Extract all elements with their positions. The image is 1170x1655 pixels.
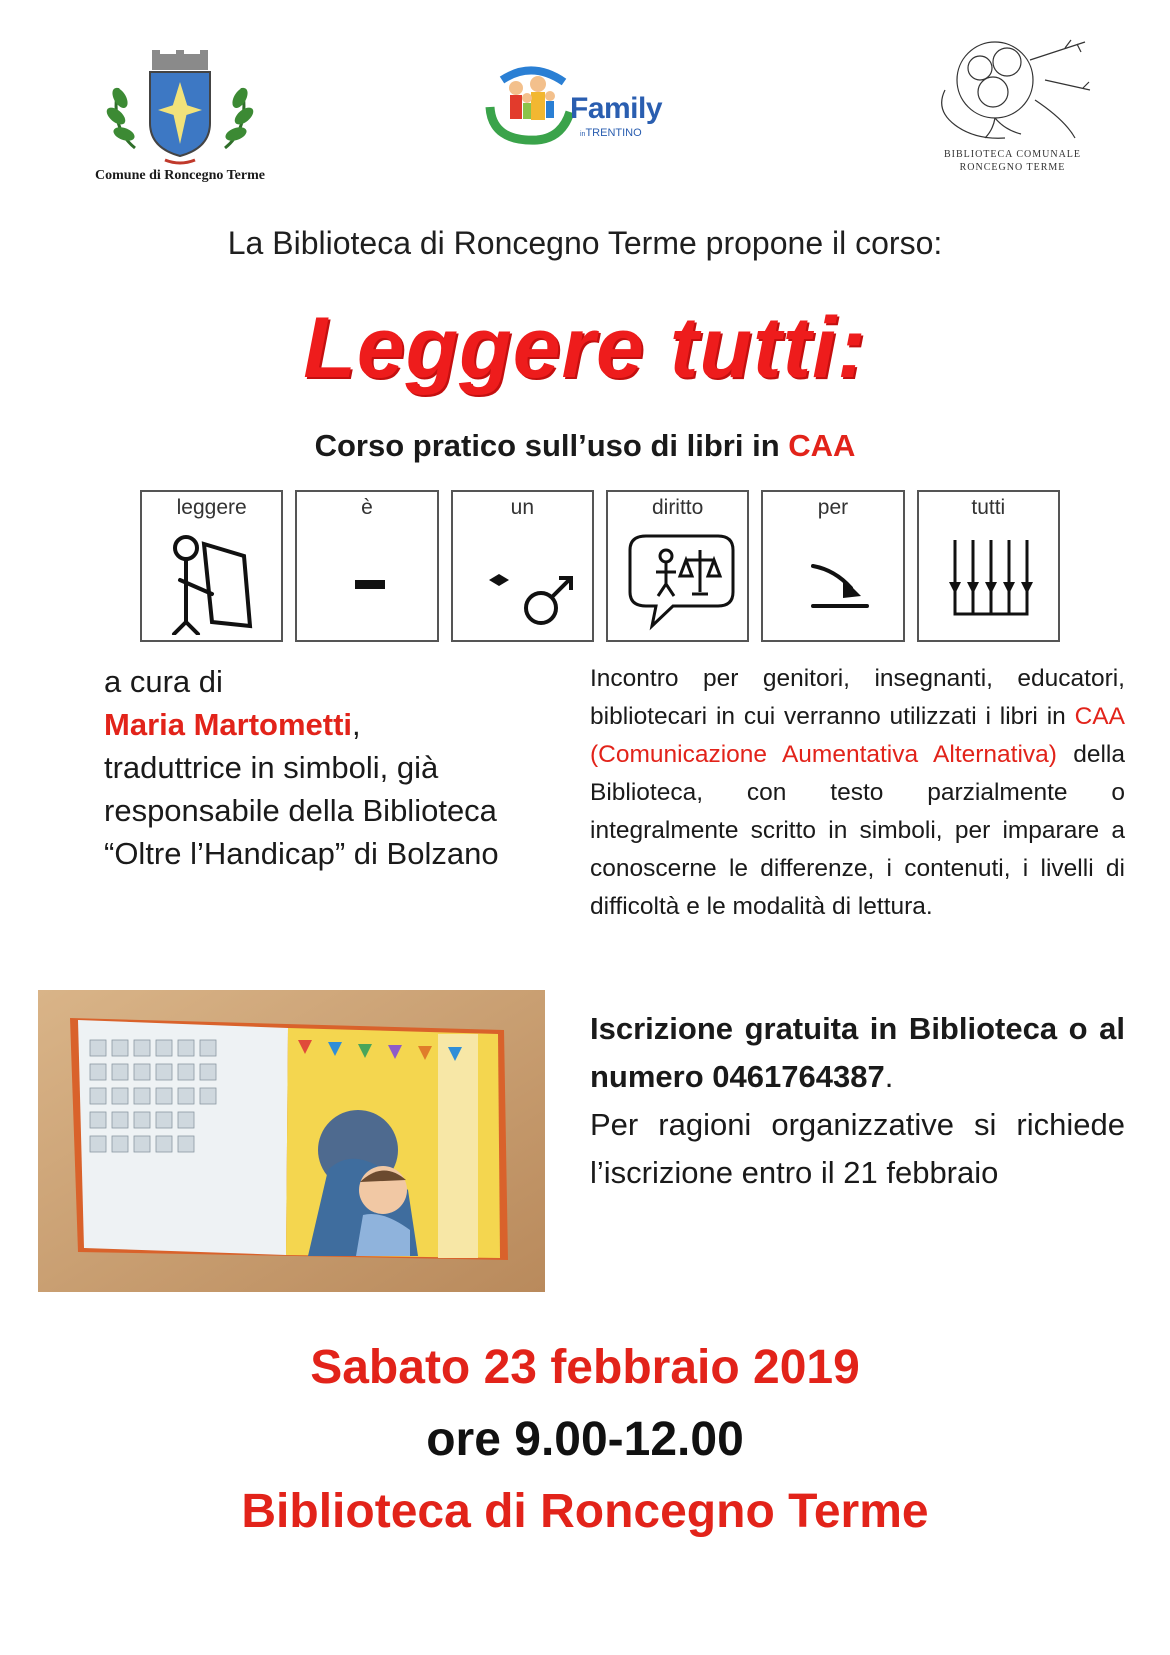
course-subtitle	[0, 428, 1170, 464]
subtitle-caa: CAA	[788, 428, 856, 463]
symbol-label: leggere	[176, 496, 247, 519]
comune-logo	[80, 48, 280, 188]
symbol-card	[917, 490, 1060, 642]
enrollment-bold: Iscrizione gratuita in Biblioteca o al numero 0461764387	[590, 1011, 1125, 1094]
description-part1: Incontro per genitori, insegnanti, educatori, bibliotecari in cui verranno utilizzati i libri in	[590, 665, 1125, 730]
diamond-male-icon	[463, 530, 588, 635]
trentino-word: TRENTINO	[585, 127, 642, 139]
intro-text: La Biblioteca di Roncegno Terme propone il corso:	[227, 225, 943, 261]
speaker-bio: traduttrice in simboli, già responsabile della Biblioteca “Oltre l’Handicap” di Bolzano	[104, 750, 499, 871]
speaker-name: Maria Martometti	[104, 707, 353, 742]
enrollment-period: .	[884, 1059, 894, 1094]
symbol-card	[295, 490, 438, 642]
family-in-trentino-logo	[482, 62, 692, 152]
direction-arrow-icon	[773, 530, 898, 635]
family-icon	[482, 62, 577, 147]
enrollment-info	[590, 1005, 1125, 1197]
speaker-line	[104, 703, 524, 746]
symbol-label: è	[361, 496, 373, 519]
subtitle-text: Corso pratico sull’uso di libri in	[314, 428, 789, 463]
symbol-card	[606, 490, 749, 642]
symbol-card	[451, 490, 594, 642]
event-place: Biblioteca di Roncegno Terme	[241, 1485, 929, 1538]
coat-of-arms-icon	[80, 48, 280, 168]
trentino-label	[580, 127, 642, 139]
course-description	[590, 660, 1125, 926]
trentino-in: in	[580, 131, 586, 138]
biblioteca-caption-line2: RONCEGNO TERME	[959, 162, 1066, 173]
open-book-photo	[38, 990, 545, 1292]
family-word: Family	[570, 92, 663, 125]
enrollment-deadline: Per ragioni organizzative si richiede l’iscrizione entro il 21 febbraio	[590, 1107, 1125, 1190]
event-time: ore 9.00-12.00	[426, 1413, 744, 1466]
description-part2: della Biblioteca, con testo parzialmente o integralmente scritto in simboli, per imparare a conoscerne le differenze, i contenuti, i livelli di difficoltà e le modalità di lettura.	[590, 741, 1125, 920]
comune-caption: Comune di Roncegno Terme	[95, 168, 265, 183]
symbol-card	[761, 490, 904, 642]
page-title: Leggere tutti:	[303, 300, 867, 396]
book-image-icon	[38, 990, 545, 1292]
caa-symbol-strip	[140, 490, 1060, 642]
dash-icon	[307, 530, 432, 635]
symbol-label: un	[510, 496, 534, 519]
symbol-label: tutti	[971, 496, 1006, 519]
tree-sketch-icon	[925, 30, 1100, 145]
rights-speech-icon	[618, 530, 743, 635]
symbol-label: per	[817, 496, 849, 519]
all-arrows-icon	[929, 530, 1054, 635]
symbol-label: diritto	[651, 496, 704, 519]
symbol-card	[140, 490, 283, 642]
curated-by-label: a cura di	[104, 664, 223, 699]
speaker-name-comma: ,	[352, 707, 361, 742]
biblioteca-caption-line1: BIBLIOTECA COMUNALE	[943, 149, 1082, 160]
biblioteca-logo	[925, 30, 1100, 180]
description-caa: CAA (Comunicazione Aumentativa Alternativa)	[590, 703, 1125, 768]
speaker-info	[104, 660, 524, 875]
reading-person-icon	[152, 530, 277, 635]
biblioteca-caption	[925, 148, 1100, 174]
event-date: Sabato 23 febbraio 2019	[310, 1341, 860, 1394]
